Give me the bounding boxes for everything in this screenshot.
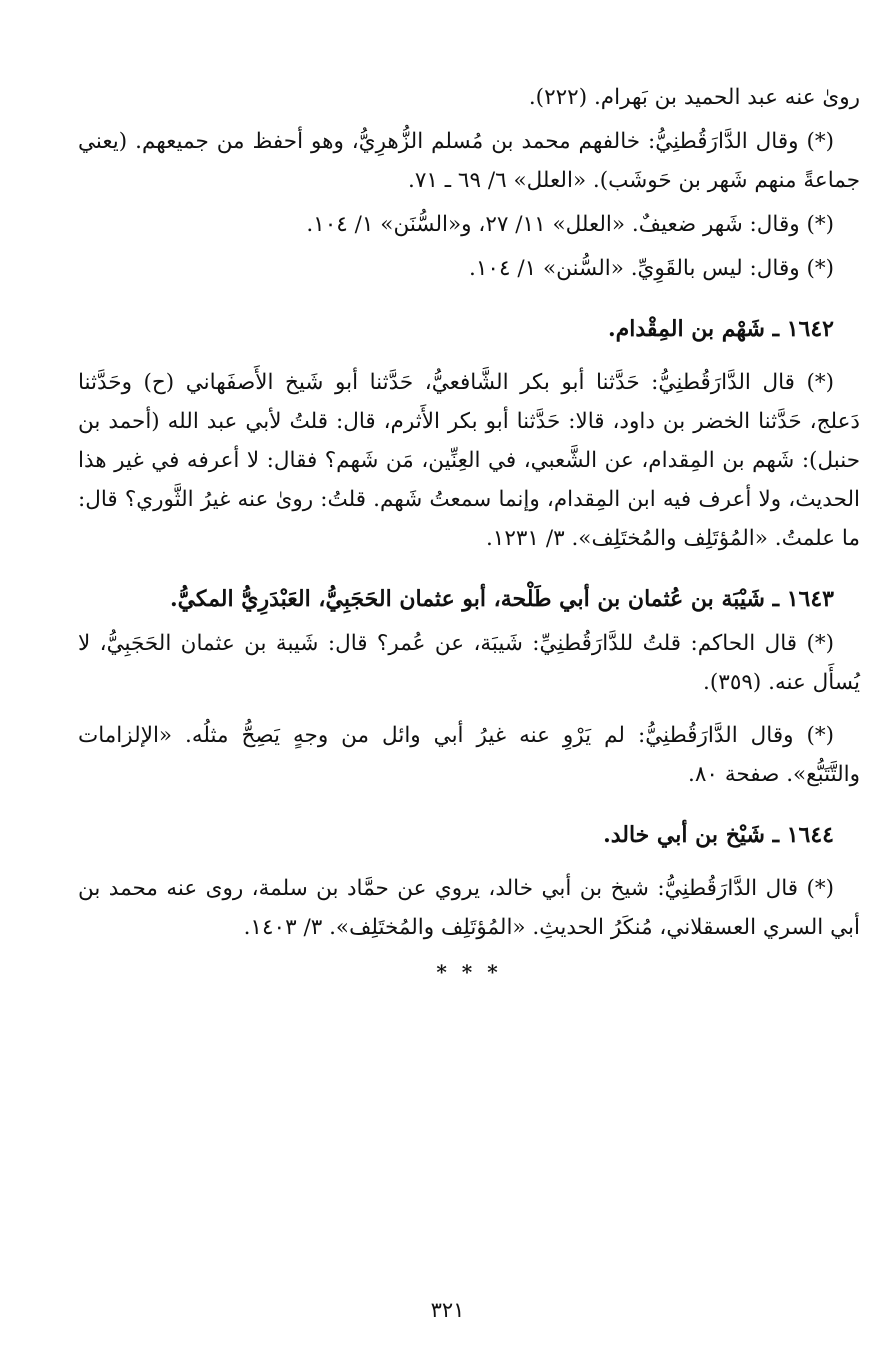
entry-heading: ١٦٤٤ ـ شَيْخ بن أبي خالد.	[603, 822, 834, 848]
quote-paragraph: (*) وقال: شَهر ضعيفٌ. «العلل» ١١/ ٢٧، و«السُّنَن» ١/ ١٠٤.	[306, 212, 834, 237]
entry-heading: ١٦٤٢ ـ شَهْم بن المِقْدام.	[607, 316, 834, 342]
quote-paragraph: (*) وقال الدَّارَقُطنِيُّ: خالفهم محمد بن مُسلم الزُّهرِيُّ، وهو أحفظ من جميعهم. (يعني جماعةً منهم شَهر بن حَوشَب). «العلل» ٦/ ٦٩ ـ ٧١.	[78, 129, 860, 193]
quote-paragraph: (*) وقال: ليس بالقَوِيِّ. «السُّنن» ١/ ١٠٤.	[469, 256, 834, 281]
section-separator: * * *	[436, 960, 502, 984]
entry-heading: ١٦٤٣ ـ شَيْبَة بن عُثمان بن أبي طَلْحة، أبو عثمان الحَجَبِيُّ، العَبْدَرِيُّ المكيُّ.	[169, 586, 834, 612]
quote-paragraph: (*) قال الحاكم: قلتُ للدَّارَقُطنِيِّ: شَيبَة، عن عُمر؟ قال: شَيبة بن عثمان الحَجَبِيُّ، لا يُسأَل عنه. (٣٥٩).	[78, 631, 860, 695]
quote-paragraph: (*) وقال الدَّارَقُطنِيُّ: لم يَرْوِ عنه غيرُ أبي وائل من وجهٍ يَصِحُّ مثلُه. «الإلزامات والتَّتَبُّع». صفحة ٨٠.	[78, 723, 860, 787]
document-page	[78, 78, 860, 992]
page-number: ٣٢١	[430, 1298, 465, 1322]
quote-paragraph: (*) قال الدَّارَقُطنِيُّ: حَدَّثنا أبو بكر الشَّافعيُّ، حَدَّثنا أبو شَيخ الأَصفَهاني (ح) وحَدَّثنا دَعلج، حَدَّثنا الخضر بن داود، قالا: حَدَّثنا أبو بكر الأَثرم، قال: قلتُ لأبي عبد الله (أحمد بن حنبل): شَهم بن المِقدام، عن الشَّعبي، في العِنِّين، مَن شَهم؟ فقال: لا أعرفه في غير هذا الحديث، ولا أعرف فيه ابن المِقدام، وإنما سمعتُ شَهم. قلتُ: روىٰ عنه غيرُ الثَّوري؟ قال: ما علمتُ. «المُؤتَلِف والمُختَلِف». ٣/ ١٢٣١.	[78, 370, 860, 551]
text-line: رویٰ عنه عبد الحميد بن بَهرام. (٢٢٢).	[528, 85, 860, 110]
quote-paragraph: (*) قال الدَّارَقُطنِيُّ: شيخ بن أبي خالد، يروي عن حمَّاد بن سلمة، روى عنه محمد بن أبي السري العسقلاني، مُنكَرُ الحديثِ. «المُؤتَلِف والمُختَلِف». ٣/ ١٤٠٣.	[78, 876, 860, 940]
